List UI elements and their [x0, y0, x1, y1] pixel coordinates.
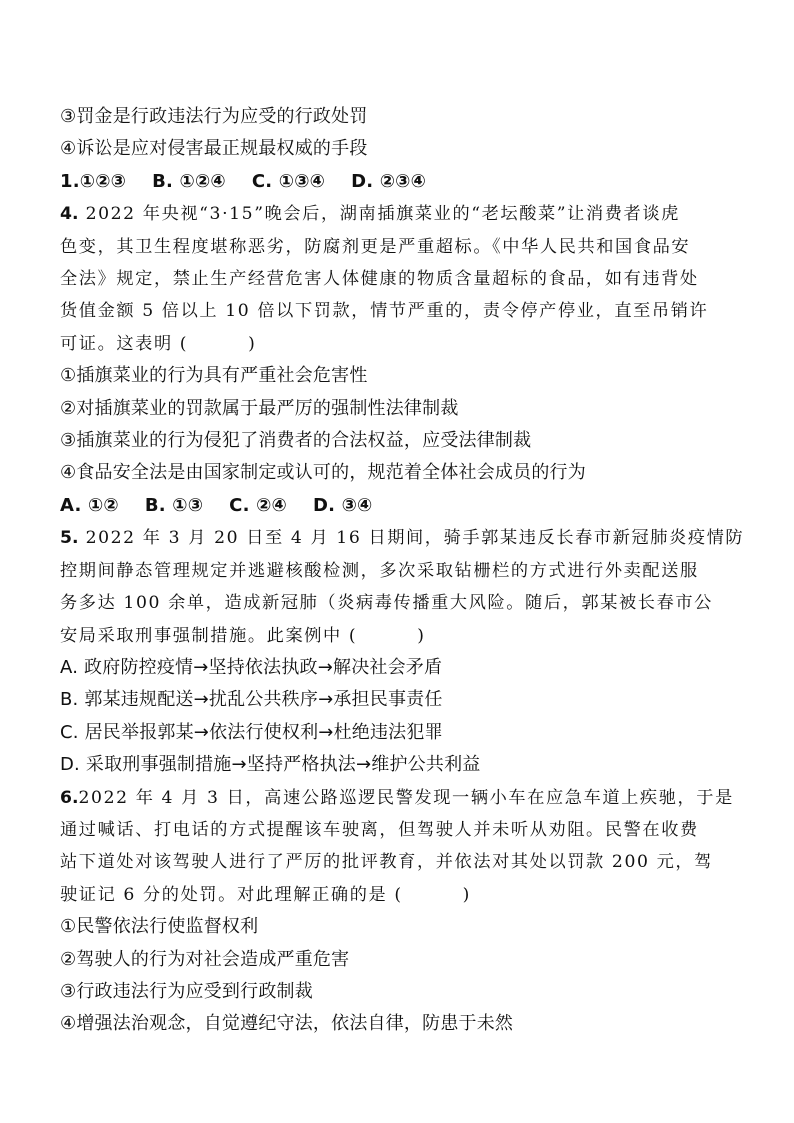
q3-option-d: D. ②③④ [351, 170, 427, 192]
q3-option-c: C. ①③④ [251, 170, 326, 192]
q6-stem-line-1: 6.2022 年 4 月 3 日，高速公路巡逻民警发现一辆小车在应急车道上疾驰，于是 [60, 787, 734, 808]
q4-item-4: ④食品安全法是由国家制定或认可的，规范着全体社会成员的行为 [60, 462, 586, 484]
q5-option-a: A. 政府防控疫情→坚持依法执政→解决社会矛盾 [60, 656, 443, 678]
q3-item-3: ③罚金是行政违法行为应受的行政处罚 [60, 106, 368, 127]
q6-item-1: ①民警依法行使监督权利 [60, 916, 259, 938]
q5-number: 5. [60, 528, 79, 549]
q4-stem-line-5: 可证。这表明 ( ) [60, 333, 257, 354]
q4-options [60, 490, 760, 522]
q4-number: 4. [60, 204, 79, 225]
q3-item-4: ④诉讼是应对侵害最正规最权威的手段 [60, 138, 368, 160]
q5-stem-line-2: 控期间静态管理规定并逃避核酸检测，多次采取钻栅栏的方式进行外卖配送服 [60, 560, 699, 581]
q4-stem-line-1: 4. 2022 年央视“3·15”晚会后，湖南插旗菜业的“老坛酸菜”让消费者谈虎 [60, 204, 680, 225]
q5-option-b: B. 郭某违规配送→扰乱公共秩序→承担民事责任 [60, 689, 443, 711]
q4-stem-line-4: 货值金额 5 倍以上 10 倍以下罚款，情节严重的，责令停产停业，直至吊销许 [60, 301, 709, 322]
q5-option-d: D. 采取刑事强制措施→坚持严格执法→维护公共利益 [60, 754, 481, 776]
q4-stem-line-3: 全法》规定，禁止生产经营危害人体健康的物质含量超标的食品，如有违背处 [60, 269, 699, 290]
q4-option-c: C. ②④ [229, 494, 287, 516]
q4-item-3: ③插旗菜业的行为侵犯了消费者的合法权益，应受法律制裁 [60, 430, 532, 452]
q4-option-a: A. ①② [60, 494, 119, 516]
q6-stem-line-3: 站下道处对该驾驶人进行了严厉的批评教育，并依法对其处以罚款 200 元，驾 [60, 852, 713, 873]
q6-item-4: ④增强法治观念，自觉遵纪守法，依法自律，防患于未然 [60, 1013, 514, 1035]
q6-stem-line-2: 通过喊话、打电话的方式提醒该车驶离，但驾驶人并未听从劝阻。民警在收费 [60, 819, 699, 840]
q6-item-3: ③行政违法行为应受到行政制裁 [60, 980, 313, 1002]
q4-option-d: D. ③④ [312, 494, 373, 516]
q5-stem-line-3: 务多达 100 余单，造成新冠肺（炎病毒传播重大风险。随后，郭某被长春市公 [60, 593, 713, 614]
q4-option-b: B. ①③ [144, 494, 204, 516]
q5-option-c: C. 居民举报郭某→依法行使权利→杜绝违法犯罪 [60, 721, 443, 743]
q6-item-2: ②驾驶人的行为对社会造成严重危害 [60, 948, 350, 970]
q4-item-2: ②对插旗菜业的罚款属于最严厉的强制性法律制裁 [60, 397, 459, 419]
document-page [60, 101, 760, 1041]
q5-stem-line-4: 安局采取刑事强制措施。此案例中 ( ) [60, 625, 426, 646]
q4-item-1: ①插旗菜业的行为具有严重社会危害性 [60, 365, 368, 387]
q3-option-a: 1.①②③ [60, 170, 127, 192]
q3-options [60, 166, 760, 198]
q5-stem-line-1: 5. 2022 年 3 月 20 日至 4 月 16 日期间，骑手郭某违反长春市新冠肺炎疫情防 [60, 528, 745, 549]
q4-stem-line-2: 色变，其卫生程度堪称恶劣，防腐剂更是严重超标。《中华人民共和国食品安 [60, 236, 691, 257]
q3-option-b: B. ①②④ [152, 170, 226, 192]
q6-stem-line-4: 驶证记 6 分的处罚。对此理解正确的是 ( ) [60, 884, 471, 905]
q6-number: 6. [60, 787, 79, 808]
